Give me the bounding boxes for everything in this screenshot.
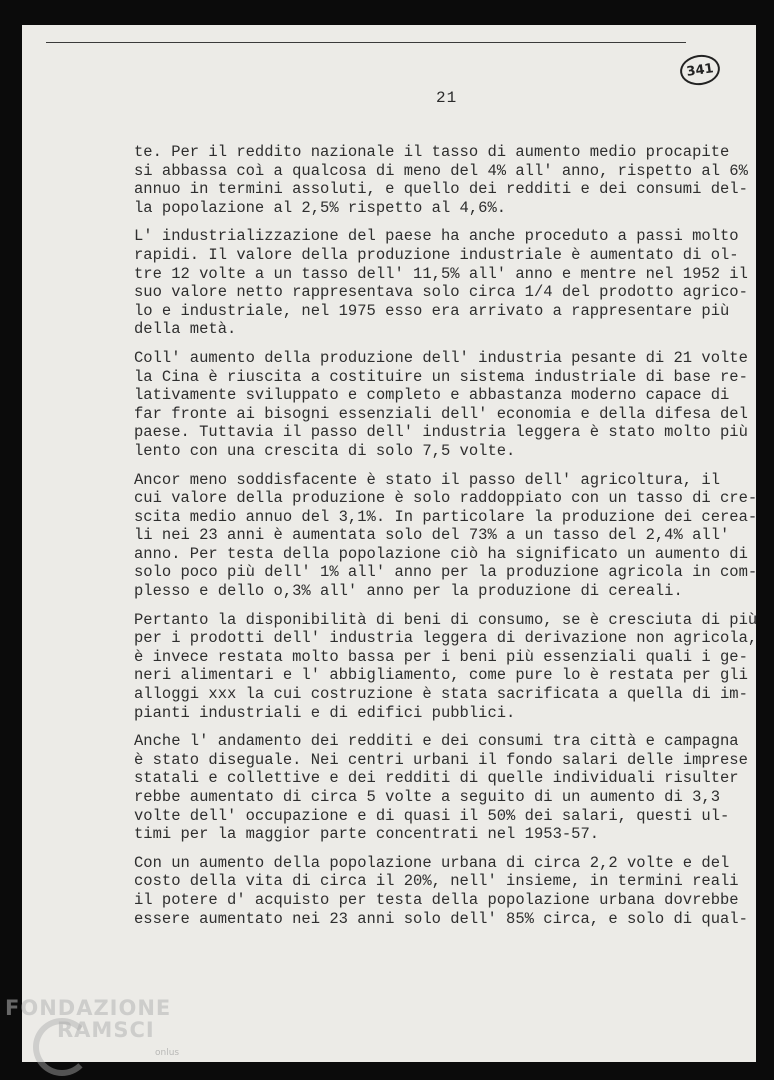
document-page <box>22 25 756 1062</box>
watermark-g-logo-icon <box>33 1018 91 1076</box>
paragraph <box>134 853 748 928</box>
paragraph <box>134 470 758 601</box>
text-line: la Cina è riuscita a costituire un sistema industriale di base re- <box>134 367 748 386</box>
paragraph <box>134 143 748 217</box>
text-line: alloggi xxx la cui costruzione è stata sacrificata a quella di im- <box>134 685 748 704</box>
page-number: 21 <box>436 89 458 107</box>
text-line: tre 12 volte a un tasso dell' 11,5% all' anno e mentre nel 1952 il <box>134 264 748 283</box>
text-line: volte dell' occupazione e di quasi il 50% dei salari, questi ul- <box>134 806 730 825</box>
text-line: rebbe aumentato di circa 5 volte a seguito di un aumento di 3,3 <box>134 788 720 806</box>
archive-number-stamp: 341 <box>678 52 722 87</box>
text-line: plesso e dello o,3% all' anno per la produzione di cereali. <box>134 582 683 601</box>
text-line: lo e industriale, nel 1975 esso era arrivato a rappresentare più <box>134 301 730 320</box>
document-body <box>134 143 758 938</box>
paragraph <box>134 732 748 844</box>
text-line: pianti industriali e di edifici pubblici. <box>134 703 516 722</box>
paragraph <box>134 227 748 339</box>
paragraph <box>134 610 758 723</box>
text-line: il potere d' acquisto per testa della popolazione urbana dovrebbe <box>134 890 739 909</box>
text-line: te. Per il reddito nazionale il tasso di aumento medio procapite <box>134 143 730 161</box>
paragraph <box>134 348 748 461</box>
text-line: anno. Per testa della popolazione ciò ha significato un aumento di <box>134 544 748 563</box>
text-line: Coll' aumento della produzione dell' industria pesante di 21 volte <box>134 348 748 367</box>
text-line: essere aumentato nei 23 anni solo dell' 85% circa, e solo di qual- <box>134 909 748 928</box>
text-line: lativamente sviluppato e completo e abbastanza moderno capace di <box>134 386 730 405</box>
text-line: solo poco più dell' 1% all' anno per la produzione agricola in com- <box>134 563 758 582</box>
watermark-suffix: onlus <box>155 1048 180 1058</box>
text-line: Con un aumento della popolazione urbana di circa 2,2 volte e del <box>134 853 730 872</box>
text-line: si abbassa coì a qualcosa di meno del 4% all' anno, rispetto al 6% <box>134 161 748 180</box>
text-line: è stato diseguale. Nei centri urbani il fondo salari delle imprese <box>134 750 748 769</box>
watermark-line-1: FONDAZIONE <box>5 996 172 1020</box>
text-line: L' industrializzazione del paese ha anche proceduto a passi molto <box>134 227 739 246</box>
text-line: li nei 23 anni è aumentata solo del 73% a un tasso del 2,4% all' <box>134 526 730 545</box>
text-line: far fronte ai bisogni essenziali dell' economia e della difesa del <box>134 404 748 423</box>
text-line: Anche l' andamento dei redditi e dei consumi tra città e campagna <box>134 732 739 751</box>
text-line: neri alimentari e l' abbigliamento, come pure lo è restata per gli <box>134 666 748 685</box>
text-line: Ancor meno soddisfacente è stato il passo dell' agricoltura, il <box>134 470 720 489</box>
text-line: scita medio annuo del 3,1%. In particolare la produzione dei cerea- <box>134 507 758 526</box>
text-line: cui valore della produzione è solo raddoppiato con un tasso di cre- <box>134 489 758 508</box>
text-line: della metà. <box>134 320 237 339</box>
text-line: la popolazione al 2,5% rispetto al 4,6%. <box>134 198 507 217</box>
text-line: suo valore netto rappresentava solo circa 1/4 del prodotto agrico- <box>134 283 748 302</box>
text-line: lento con una crescita di solo 7,5 volte. <box>134 441 516 460</box>
fondazione-gramsci-watermark <box>5 996 180 1058</box>
text-line: Pertanto la disponibilità di beni di consumo, se è cresciuta di più <box>134 610 758 629</box>
watermark-line-2: RAMSCI <box>57 1018 155 1042</box>
text-line: per i prodotti dell' industria leggera di derivazione non agricola, <box>134 629 758 648</box>
text-line: timi per la maggior parte concentrati nel 1953-57. <box>134 825 600 844</box>
text-line: costo della vita di circa il 20%, nell' insieme, in termini reali <box>134 872 739 891</box>
text-line: annuo in termini assoluti, e quello dei redditi e dei consumi del- <box>134 180 748 199</box>
text-line: statali e collettive e dei redditi di quelle individuali risulter <box>134 769 739 788</box>
text-line: è invece restata molto bassa per i beni più essenziali quali i ge- <box>134 647 748 666</box>
text-line: rapidi. Il valore della produzione industriale è aumentato di ol- <box>134 245 739 264</box>
text-line: paese. Tuttavia il passo dell' industria leggera è stato molto più <box>134 423 748 442</box>
top-rule <box>46 42 686 43</box>
